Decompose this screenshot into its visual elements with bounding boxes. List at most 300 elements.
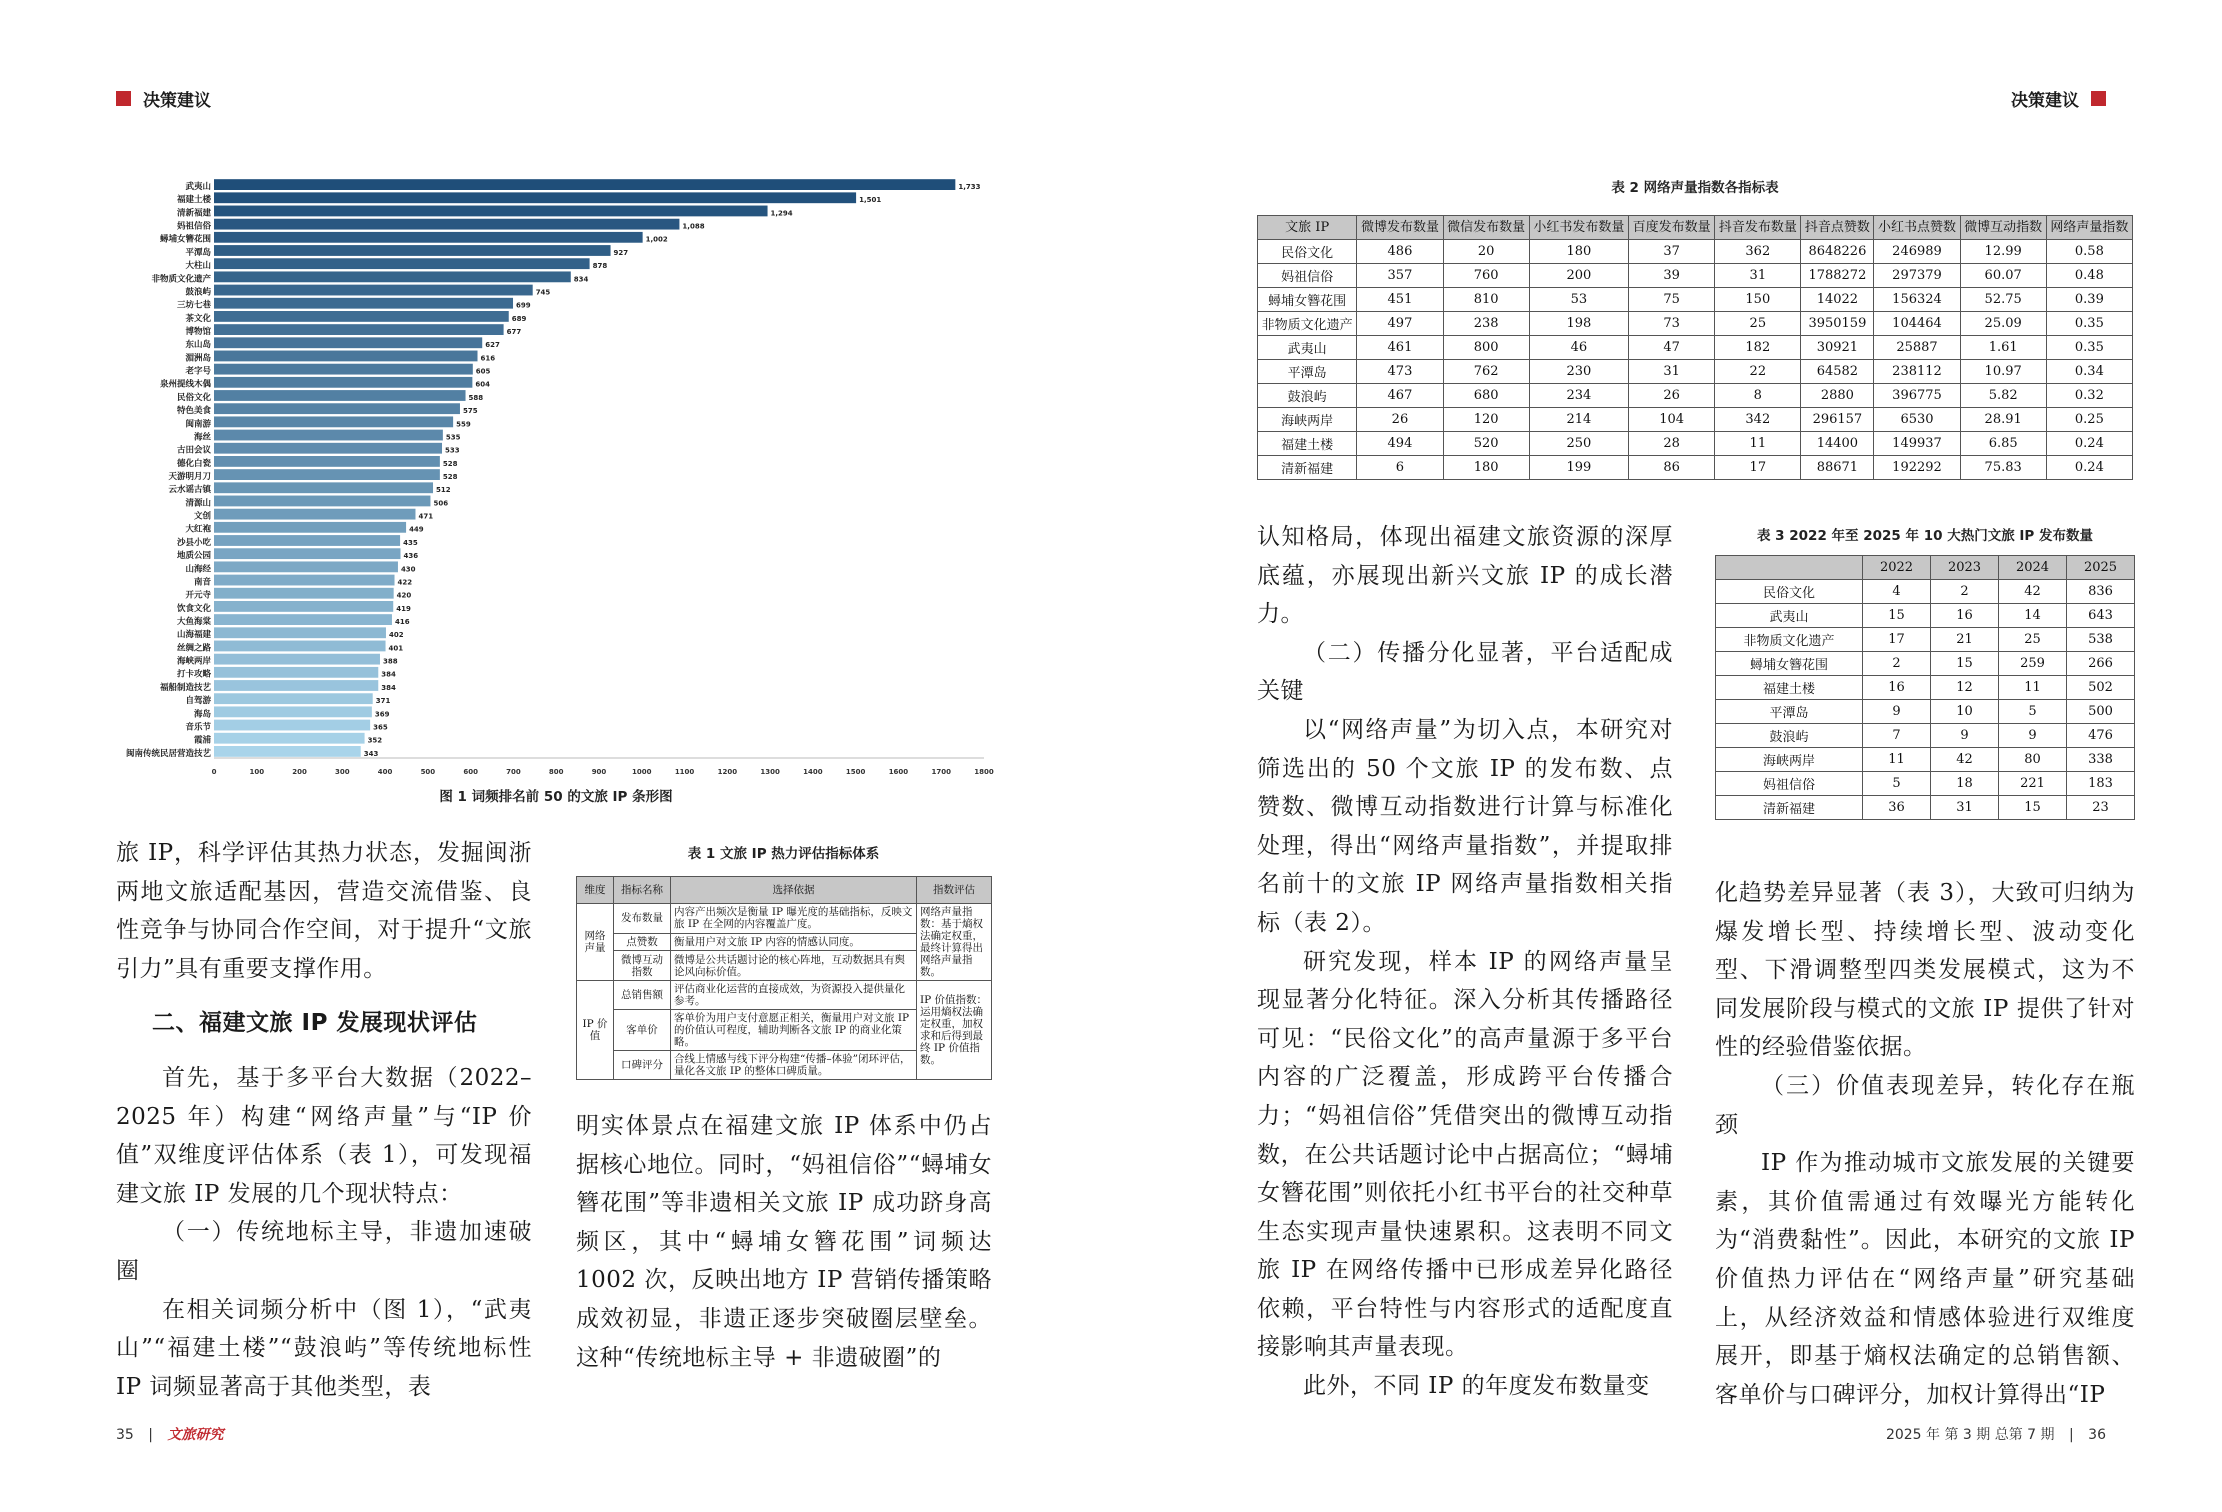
subheading-1: （一）传统地标主导，非遗加速破圈	[116, 1219, 532, 1284]
category-label: 三坊七巷	[176, 300, 211, 311]
table2-ip-name: 福建土楼	[1258, 432, 1357, 456]
table3-cell: 21	[1931, 628, 1999, 652]
table3-cell: 10	[1931, 700, 1999, 724]
value-label: 605	[475, 367, 491, 376]
value-label: 927	[613, 248, 629, 257]
table1-dimension: 网络声量	[577, 904, 614, 981]
table2-ip-name: 海峡两岸	[1258, 408, 1357, 432]
table2-cell: 296157	[1801, 408, 1874, 432]
table2-cell: 0.24	[2046, 456, 2132, 480]
table3-cell: 25	[1999, 628, 2067, 652]
bar	[214, 575, 395, 586]
table2-header-cell: 文旅 IP	[1258, 216, 1357, 240]
table2-cell: 46	[1529, 336, 1628, 360]
paragraph-annual: 此外，不同 IP 的年度发布数量变	[1303, 1373, 1650, 1400]
table-row	[1716, 580, 2135, 604]
table2-cell: 0.24	[2046, 432, 2132, 456]
x-tick-label: 800	[548, 768, 564, 776]
table2-cell: 486	[1357, 240, 1443, 264]
table3-cell: 23	[2067, 796, 2135, 820]
table2-cell: 75	[1629, 288, 1715, 312]
table-row	[1716, 700, 2135, 724]
category-label: 地质公园	[176, 551, 211, 562]
value-label: 1,733	[958, 182, 981, 191]
table-row	[1716, 796, 2135, 820]
category-label: 大鱼海棠	[176, 616, 211, 627]
category-label: 非物质文化遗产	[151, 274, 211, 285]
value-label: 745	[535, 288, 551, 297]
table3-ip-name: 清新福建	[1716, 796, 1863, 820]
value-label: 352	[367, 736, 383, 745]
table3-cell: 16	[1863, 676, 1931, 700]
value-label: 677	[506, 327, 522, 336]
table2-cell: 47	[1629, 336, 1715, 360]
table3-cell: 18	[1931, 772, 1999, 796]
category-label: 天游明月刀	[168, 471, 211, 482]
left-header-title: 决策建议	[143, 91, 211, 111]
table-row	[1258, 312, 2133, 336]
value-label: 689	[511, 314, 527, 323]
table2-cell: 0.39	[2046, 288, 2132, 312]
table3-cell: 80	[1999, 748, 2067, 772]
bar	[214, 219, 679, 230]
table2-cell: 149937	[1874, 432, 1960, 456]
bar	[214, 561, 398, 572]
category-label: 打卡攻略	[176, 669, 211, 680]
bar	[214, 390, 466, 401]
table2-cell: 8648226	[1801, 240, 1874, 264]
table2-cell: 73	[1629, 312, 1715, 336]
table-row	[1258, 456, 2133, 480]
table3-header-cell: 2023	[1931, 556, 1999, 580]
table2-cell: 760	[1443, 264, 1529, 288]
x-tick-label: 200	[292, 768, 307, 776]
bar	[214, 179, 955, 190]
table2-cell: 104464	[1874, 312, 1960, 336]
table2-cell: 810	[1443, 288, 1529, 312]
value-label: 616	[480, 354, 496, 363]
table2-cell: 30921	[1801, 336, 1874, 360]
table2-header-cell: 网络声量指数	[2046, 216, 2132, 240]
table2-header-cell: 小红书点赞数	[1874, 216, 1960, 240]
table1-indicator: 口碑评分	[614, 1051, 671, 1080]
table1-basis: 客单价为用户支付意愿正相关，衡量用户对文旅 IP 的价值认可程度，辅助判断各文旅 IP 的商业化策略。	[671, 1010, 917, 1051]
table2-cell: 26	[1357, 408, 1443, 432]
category-label: 大柱山	[185, 261, 211, 272]
bar	[214, 469, 440, 480]
table2-ip-name: 非物质文化遗产	[1258, 312, 1357, 336]
table3-cell: 538	[2067, 628, 2135, 652]
category-label: 沙县小吃	[176, 537, 211, 548]
bar	[214, 641, 386, 652]
value-label: 435	[403, 538, 418, 547]
value-label: 604	[475, 380, 491, 389]
table3-ip-name: 鼓浪屿	[1716, 724, 1863, 748]
table3-cell: 15	[1863, 604, 1931, 628]
table2-cell: 6.85	[1960, 432, 2046, 456]
value-label: 512	[436, 486, 451, 495]
table2-cell: 497	[1357, 312, 1443, 336]
table2-cell: 1.61	[1960, 336, 2046, 360]
table2-header-cell: 微博发布数量	[1357, 216, 1443, 240]
table2-cell: 214	[1529, 408, 1628, 432]
bar	[214, 403, 460, 414]
x-tick-label: 500	[420, 768, 436, 776]
paragraph-first: 首先，基于多平台大数据（2022–2025 年）构建“网络声量”与“IP 价值”双维度评估体系（表 1），可发现福建文旅 IP 发展的几个现状特点：	[116, 1064, 532, 1207]
table-row	[1716, 604, 2135, 628]
value-label: 384	[381, 670, 396, 679]
table3-cell: 17	[1863, 628, 1931, 652]
value-label: 384	[381, 683, 396, 692]
subheading-3: （三）价值表现差异，转化存在瓶颈	[1715, 1072, 2135, 1138]
bar	[214, 522, 406, 533]
category-label: 老字号	[185, 366, 211, 377]
bar	[214, 548, 401, 559]
bar	[214, 706, 372, 717]
table3-cell: 221	[1999, 772, 2067, 796]
table2-ip-name: 鼓浪屿	[1258, 384, 1357, 408]
table1-evaluation: 网络声量指数：基于熵权法确定权重，最终计算得出网络声量指数。	[917, 904, 992, 981]
x-tick-label: 700	[506, 768, 521, 776]
right-footer: 2025 年 第 3 期 总第 7 期 | 36	[1885, 1427, 2106, 1443]
table2-cell: 11	[1715, 432, 1801, 456]
bar	[214, 232, 643, 243]
table2-cell: 25	[1715, 312, 1801, 336]
table2-cell: 198	[1529, 312, 1628, 336]
table2-cell: 26	[1629, 384, 1715, 408]
table2-cell: 31	[1715, 264, 1801, 288]
table3-cell: 16	[1931, 604, 1999, 628]
table2-cell: 520	[1443, 432, 1529, 456]
table2-cell: 150	[1715, 288, 1801, 312]
category-label: 福船制造技艺	[159, 682, 211, 693]
bar	[214, 311, 509, 322]
table2-cell: 52.75	[1960, 288, 2046, 312]
x-tick-label: 1400	[803, 768, 823, 776]
category-label: 海岛	[193, 709, 211, 720]
table2	[1257, 215, 2133, 480]
table2-cell: 230	[1529, 360, 1628, 384]
left-footer: 35 | 文旅研究	[116, 1427, 224, 1443]
table2-cell: 8	[1715, 384, 1801, 408]
category-label: 民俗文化	[176, 392, 211, 403]
table3-cell: 4	[1863, 580, 1931, 604]
table2-header-cell: 小红书发布数量	[1529, 216, 1628, 240]
category-label: 特色美食	[176, 406, 211, 417]
table2-cell: 182	[1715, 336, 1801, 360]
x-tick-label: 1200	[717, 768, 738, 776]
table3-cell: 5	[1863, 772, 1931, 796]
table-row	[1258, 336, 2133, 360]
table1-basis: 合线上情感与线下评分构建“传播–体验”闭环评估，量化各文旅 IP 的整体口碑质量。	[671, 1051, 917, 1080]
table3-cell: 259	[1999, 652, 2067, 676]
table2-header-cell: 抖音发布数量	[1715, 216, 1801, 240]
table2-cell: 86	[1629, 456, 1715, 480]
category-label: 湄洲岛	[185, 353, 211, 364]
table1-header-cell: 指数评估	[917, 877, 992, 904]
figure1-bar-chart	[116, 168, 996, 780]
paragraph-trend: 化趋势差异显著（表 3），大致可归纳为爆发增长型、持续增长型、波动变化型、下滑调整型四类发展模式，这为不同发展阶段与模式的文旅 IP 提供了针对性的经验借鉴依据。	[1715, 880, 2135, 1061]
table3-cell: 643	[2067, 604, 2135, 628]
table2-ip-name: 清新福建	[1258, 456, 1357, 480]
table2-header-row	[1258, 216, 2133, 240]
category-label: 蟳埔女簪花围	[159, 234, 211, 245]
category-label: 福建土楼	[176, 195, 211, 206]
bar	[214, 443, 442, 454]
table3-cell: 31	[1931, 796, 1999, 820]
table2-cell: 192292	[1874, 456, 1960, 480]
table2-cell: 297379	[1874, 264, 1960, 288]
value-label: 535	[445, 433, 461, 442]
table2-cell: 39	[1629, 264, 1715, 288]
table2-cell: 342	[1715, 408, 1801, 432]
paragraph-intro-continued: 旅 IP，科学评估其热力状态，发掘闽浙两地文旅适配基因，营造交流借鉴、良性竞争与协同合作空间，对于提升“文旅引力”具有重要支撑作用。	[116, 840, 532, 982]
category-label: 音乐节	[185, 722, 211, 733]
value-label: 471	[418, 512, 434, 521]
table2-cell: 31	[1629, 360, 1715, 384]
table3-cell: 15	[1931, 652, 1999, 676]
value-label: 422	[397, 578, 413, 587]
value-label: 365	[373, 723, 388, 732]
bar	[214, 377, 472, 388]
table3-cell: 9	[1863, 700, 1931, 724]
category-label: 博物馆	[185, 326, 211, 337]
table2-ip-name: 平潭岛	[1258, 360, 1357, 384]
bar	[214, 245, 611, 256]
bar	[214, 509, 415, 520]
table2-cell: 246989	[1874, 240, 1960, 264]
right-column-2	[1715, 874, 2135, 1414]
category-label: 鼓浪屿	[185, 287, 211, 298]
bar	[214, 258, 590, 269]
table1-dimension: IP 价值	[577, 981, 614, 1080]
right-column-1	[1257, 518, 1673, 1406]
x-tick-label: 1000	[632, 768, 652, 776]
value-label: 401	[388, 644, 404, 653]
table3-cell: 2	[1931, 580, 1999, 604]
table3-ip-name: 武夷山	[1716, 604, 1863, 628]
table2-cell: 28	[1629, 432, 1715, 456]
table-row	[1258, 360, 2133, 384]
bar	[214, 416, 453, 427]
table2-cell: 0.35	[2046, 312, 2132, 336]
paragraph-landmark: 明实体景点在福建文旅 IP 体系中仍占据核心地位。同时，“妈祖信俗”“蟳埔女簪花围”等非遗相关文旅 IP 成功跻身高频区，其中“蟳埔女簪花围”词频达 1002 次，反映出地方 IP 营销传播策略成效初显，非遗正逐步突破圈层壁垒。这种“传统地标主导 + 非遗破圈”的	[576, 1113, 992, 1371]
table-row	[1716, 628, 2135, 652]
category-label: 武夷山	[185, 181, 211, 192]
issue-info: 2025 年 第 3 期 总第 7 期	[1885, 1427, 2055, 1443]
table3-cell: 11	[1863, 748, 1931, 772]
table-row	[577, 904, 992, 934]
table2-header-cell: 微博互动指数	[1960, 216, 2046, 240]
left-header	[116, 86, 211, 111]
table2-cell: 75.83	[1960, 456, 2046, 480]
table2-cell: 104	[1629, 408, 1715, 432]
header-square-icon	[2091, 91, 2106, 106]
table2-cell: 14022	[1801, 288, 1874, 312]
table3-cell: 11	[1999, 676, 2067, 700]
table2-cell: 199	[1529, 456, 1628, 480]
table2-cell: 200	[1529, 264, 1628, 288]
right-page-number: 36	[2088, 1427, 2106, 1443]
x-tick-label: 1100	[674, 768, 695, 776]
paragraph-value: IP 作为推动城市文旅发展的关键要素，其价值需通过有效曝光方能转化为“消费黏性”。因此，本研究的文旅 IP 价值热力评估在“网络声量”研究基础上，从经济效益和情感体验进行双维度展开，即基于熵权法确定的总销售额、客单价与口碑评分，加权计算得出“IP	[1715, 1150, 2135, 1408]
table2-header-cell: 微信发布数量	[1443, 216, 1529, 240]
header-square-icon	[116, 91, 131, 106]
table2-cell: 14400	[1801, 432, 1874, 456]
table-row	[577, 981, 992, 1010]
table2-ip-name: 蟳埔女簪花围	[1258, 288, 1357, 312]
left-page-number: 35	[116, 1427, 134, 1443]
table2-cell: 234	[1529, 384, 1628, 408]
table2-ip-name: 武夷山	[1258, 336, 1357, 360]
table3-ip-name: 妈祖信俗	[1716, 772, 1863, 796]
table2-cell: 238	[1443, 312, 1529, 336]
table-row	[1716, 748, 2135, 772]
category-label: 海丝	[193, 432, 211, 443]
paragraph-cognition: 认知格局，体现出福建文旅资源的深厚底蕴，亦展现出新兴文旅 IP 的成长潜力。	[1257, 524, 1673, 628]
table2-cell: 238112	[1874, 360, 1960, 384]
table2-cell: 22	[1715, 360, 1801, 384]
table2-cell: 6	[1357, 456, 1443, 480]
left-column-2	[576, 1107, 992, 1377]
table3-cell: 183	[2067, 772, 2135, 796]
table3-cell: 12	[1931, 676, 1999, 700]
figure1-caption: 图 1 词频排名前 50 的文旅 IP 条形图	[439, 789, 673, 805]
table2-header-cell: 百度发布数量	[1629, 216, 1715, 240]
table3-header-row	[1716, 556, 2135, 580]
table1-indicator: 发布数量	[614, 904, 671, 934]
table2-cell: 180	[1529, 240, 1628, 264]
table2-cell: 362	[1715, 240, 1801, 264]
table3-cell: 42	[1999, 580, 2067, 604]
value-label: 533	[445, 446, 460, 455]
table3-cell: 15	[1999, 796, 2067, 820]
table1-caption: 表 1 文旅 IP 热力评估指标体系	[687, 846, 880, 862]
table2-cell: 800	[1443, 336, 1529, 360]
table-row	[1716, 772, 2135, 796]
value-label: 588	[468, 393, 484, 402]
table3-cell: 836	[2067, 580, 2135, 604]
bar	[214, 733, 365, 744]
right-header	[2011, 86, 2106, 111]
value-label: 627	[485, 341, 500, 350]
table2-cell: 357	[1357, 264, 1443, 288]
bar	[214, 746, 361, 757]
bar	[214, 693, 373, 704]
category-label: 清源山	[185, 498, 211, 509]
x-tick-label: 900	[591, 768, 607, 776]
table-row	[1258, 240, 2133, 264]
bar	[214, 364, 473, 375]
table1-header-cell: 选择依据	[671, 877, 917, 904]
category-label: 山海经	[185, 564, 211, 575]
table1-basis: 内容产出频次是衡量 IP 曝光度的基础指标，反映文旅 IP 在全网的内容覆盖广度。	[671, 904, 917, 934]
bar	[214, 337, 482, 348]
value-label: 388	[382, 657, 398, 666]
bar	[214, 680, 378, 691]
table2-cell: 180	[1443, 456, 1529, 480]
value-label: 419	[396, 604, 411, 613]
table2-cell: 250	[1529, 432, 1628, 456]
category-label: 闽南游	[185, 419, 211, 430]
value-label: 416	[394, 617, 410, 626]
category-label: 南音	[193, 577, 211, 588]
right-header-title: 决策建议	[2011, 91, 2079, 111]
table3-ip-name: 福建土楼	[1716, 676, 1863, 700]
table2-cell: 2880	[1801, 384, 1874, 408]
value-label: 834	[573, 275, 589, 284]
value-label: 430	[400, 565, 416, 574]
category-label: 开元寺	[185, 590, 211, 601]
bar	[214, 720, 370, 731]
table2-cell: 0.32	[2046, 384, 2132, 408]
table3-header-cell: 2022	[1863, 556, 1931, 580]
table2-ip-name: 妈祖信俗	[1258, 264, 1357, 288]
table-row	[1716, 652, 2135, 676]
table-row	[1716, 676, 2135, 700]
x-tick-label: 300	[335, 768, 350, 776]
table3-header-cell: 2025	[2067, 556, 2135, 580]
table2-cell: 156324	[1874, 288, 1960, 312]
table2-cell: 37	[1629, 240, 1715, 264]
paragraph-network-volume: 以“网络声量”为切入点，本研究对筛选出的 50 个文旅 IP 的发布数、点赞数、微博互动指数进行计算与标准化处理，得出“网络声量指数”，并提取排名前十的文旅 IP 网络声量指数相关指标（表 2）。	[1257, 716, 1673, 936]
value-label: 402	[388, 631, 404, 640]
table1-header-cell: 指标名称	[614, 877, 671, 904]
table2-cell: 53	[1529, 288, 1628, 312]
category-label: 丝绸之路	[176, 643, 211, 654]
bar	[214, 298, 513, 309]
value-label: 559	[456, 420, 471, 429]
category-label: 平潭岛	[185, 247, 211, 258]
value-label: 878	[592, 262, 608, 271]
table-row	[1716, 724, 2135, 748]
table1-header-cell: 维度	[577, 877, 614, 904]
table3	[1715, 555, 2135, 820]
table3-cell: 500	[2067, 700, 2135, 724]
bar	[214, 588, 394, 599]
category-label: 清新福建	[176, 208, 211, 219]
table2-cell: 25887	[1874, 336, 1960, 360]
value-label: 449	[409, 525, 424, 534]
table1-indicator: 微博互动指数	[614, 951, 671, 981]
journal-brand: 文旅研究	[167, 1427, 224, 1443]
bar	[214, 456, 440, 467]
table2-cell: 10.97	[1960, 360, 2046, 384]
bar	[214, 496, 430, 507]
table1-basis: 衡量用户对文旅 IP 内容的情感认同度。	[671, 933, 917, 950]
table1-indicator: 点赞数	[614, 933, 671, 950]
paragraph-findings: 研究发现，样本 IP 的网络声量呈现显著分化特征。深入分析其传播路径可见：“民俗文化”的高声量源于多平台内容的广泛覆盖，形成跨平台传播合力；“妈祖信俗”凭借突出的微博互动指数，在公共话题讨论中占据高位；“蟳埔女簪花围”则依托小红书平台的社交种草生态实现声量快速累积。这表明不同文旅 IP 在网络传播中已形成差异化路径依赖，平台特性与内容形式的适配度直接影响其声量表现。	[1257, 948, 1673, 1361]
table2-cell: 473	[1357, 360, 1443, 384]
value-label: 1,088	[682, 222, 705, 231]
bar	[214, 601, 393, 612]
value-label: 528	[442, 472, 458, 481]
left-column-1	[116, 834, 532, 1406]
value-label: 1,501	[859, 196, 882, 205]
table2-cell: 20	[1443, 240, 1529, 264]
x-tick-label: 1800	[974, 768, 994, 776]
table3-cell: 502	[2067, 676, 2135, 700]
table3-cell: 9	[1931, 724, 1999, 748]
table3-cell: 7	[1863, 724, 1931, 748]
bar	[214, 535, 400, 546]
table1	[576, 876, 992, 1080]
table2-cell: 17	[1715, 456, 1801, 480]
table2-cell: 680	[1443, 384, 1529, 408]
paragraph-wordfreq: 在相关词频分析中（图 1），“武夷山”“福建土楼”“鼓浪屿”等传统地标性 IP 词频显著高于其他类型，表	[116, 1296, 532, 1400]
table3-cell: 338	[2067, 748, 2135, 772]
table2-header-cell: 抖音点赞数	[1801, 216, 1874, 240]
